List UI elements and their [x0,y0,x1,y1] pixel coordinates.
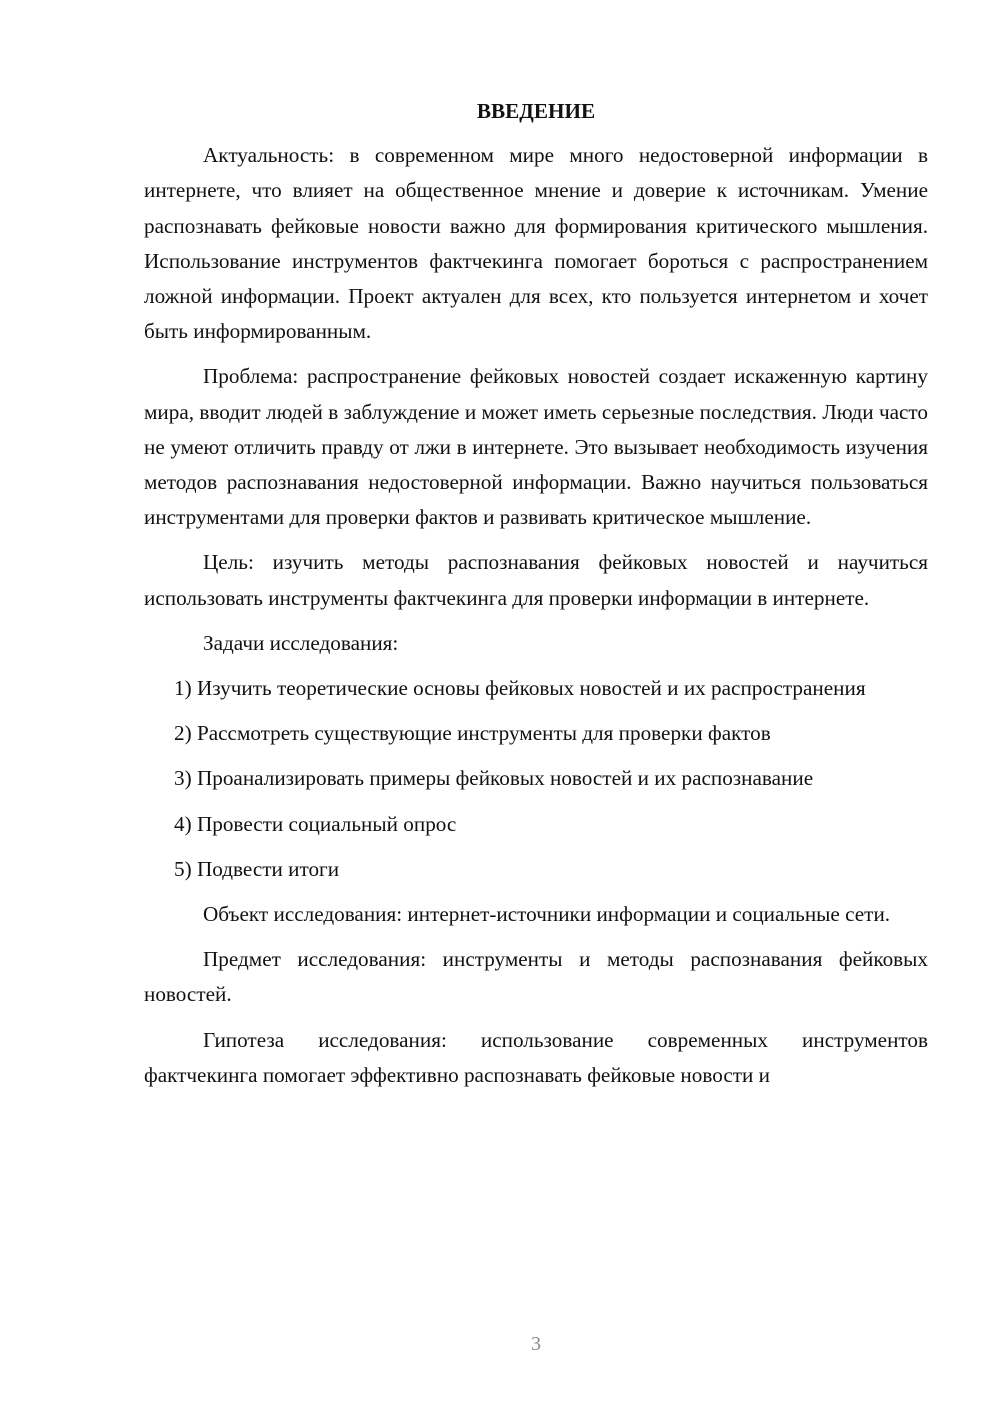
page-content [144,94,928,1103]
paragraph-relevance: Актуальность: в современном мире много недостоверной информации в интернете, что влияет на общественное мнение и доверие к источникам. Умение распознавать фейковые новости важно для формирования критического мышления. Использование инструментов фактчекинга помогает бороться с распространением ложной информации. Проект актуален для всех, кто пользуется интернетом и хочет быть информированным. [144,143,928,344]
paragraph-hypothesis: Гипотеза исследования: использование современных инструментов фактчекинга помогает эффективно распознавать фейковые новости и [144,1027,928,1087]
paragraph-object: Объект исследования: интернет-источники информации и социальные сети. [203,902,891,927]
task-item: 1) Изучить теоретические основы фейковых новостей и их распространения [174,676,866,701]
task-item: 4) Провести социальный опрос [174,811,457,836]
paragraph-subject: Предмет исследования: инструменты и методы распознавания фейковых новостей. [144,947,928,1007]
task-item: 5) Подвести итоги [174,856,340,881]
page-number: 3 [531,1333,541,1355]
task-item: 3) Проанализировать примеры фейковых новостей и их распознавание [174,766,814,791]
section-title: ВВЕДЕНИЕ [476,99,596,123]
paragraph-problem: Проблема: распространение фейковых новостей создает искаженную картину мира, вводит людей в заблуждение и может иметь серьезные последствия. Люди часто не умеют отличить правду от лжи в интернете. Это вызывает необходимость изучения методов распознавания недостоверной информации. Важно научиться пользоваться инструментами для проверки фактов и развивать критическое мышление. [144,364,928,530]
task-item: 2) Рассмотреть существующие инструменты для проверки фактов [174,721,771,746]
paragraph-goal: Цель: изучить методы распознавания фейковых новостей и научиться использовать инструменты фактчекинга для проверки информации в интернете. [144,550,928,610]
tasks-heading: Задачи исследования: [203,630,399,655]
